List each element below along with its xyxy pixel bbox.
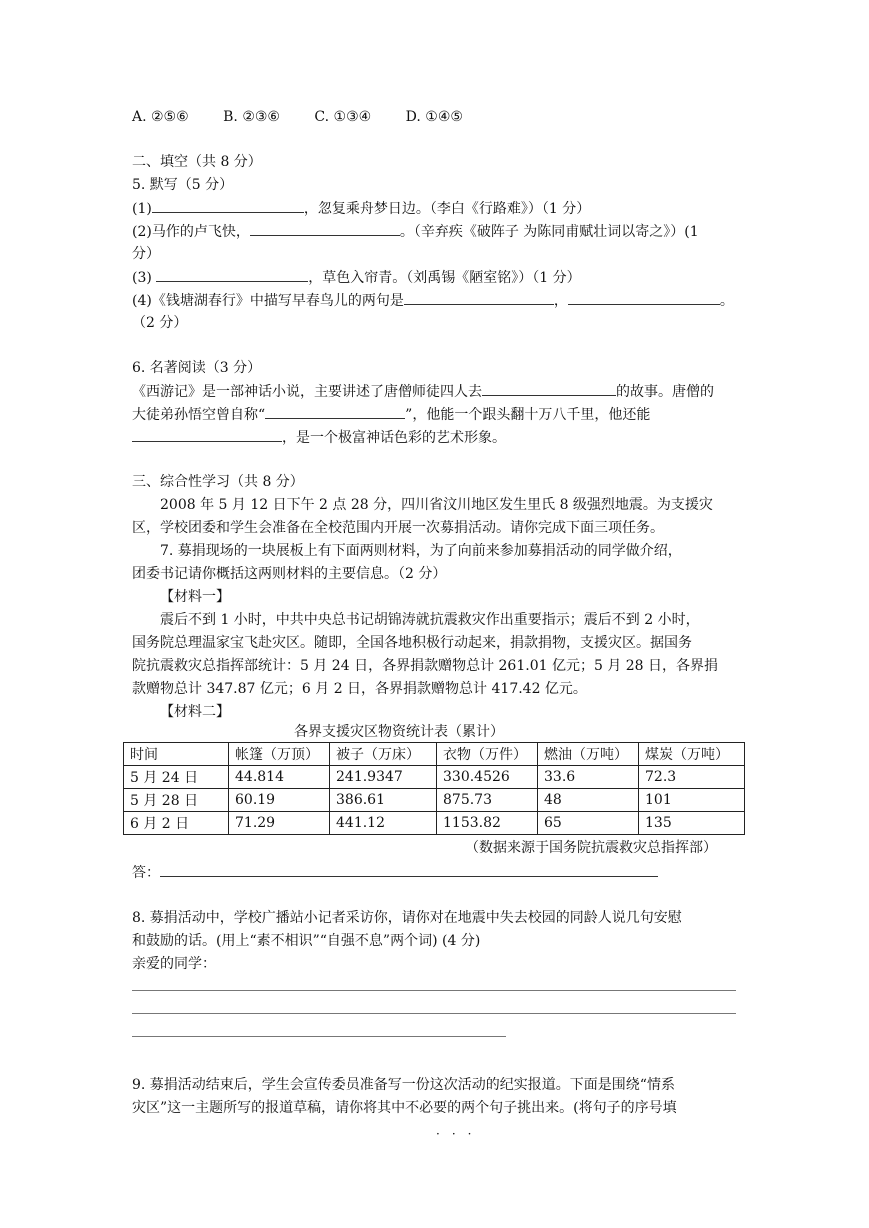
table-cell: 135 xyxy=(639,812,745,835)
blank[interactable] xyxy=(152,198,304,213)
option-c[interactable]: C. ①③④ xyxy=(314,109,372,125)
table-cell: 5 月 28 日 xyxy=(124,789,229,812)
q6-line-1 xyxy=(132,381,714,402)
table-cell: 71.29 xyxy=(229,812,330,835)
table-cell: 441.12 xyxy=(330,812,437,835)
table-cell: 72.3 xyxy=(639,766,745,789)
material-2-title: 【材料二】 xyxy=(160,704,230,720)
answer-label: 答： xyxy=(132,865,160,881)
material-1-title: 【材料一】 xyxy=(160,589,230,605)
q7-answer-line xyxy=(132,862,658,883)
q9-line-2: 灾区”这一主题所写的报道草稿，请你将其中不必要的两个句子挑出来。(将句子的序号填 xyxy=(132,1100,677,1116)
blank[interactable] xyxy=(132,427,282,442)
table-cell: 241.9347 xyxy=(330,766,437,789)
s3-para-1: 2008 年 5 月 12 日下午 2 点 28 分，四川省汶川地区发生里氏 8 级强烈地震。为支援灾 xyxy=(160,497,713,513)
table-cell: 875.73 xyxy=(437,789,538,812)
q6-2-text-b: ”，他能一个跟头翻十万八千里，他还能 xyxy=(405,407,651,423)
table-title: 各界支援灾区物资统计表（累计） xyxy=(294,724,504,740)
table-row xyxy=(124,789,745,812)
table-cell: 386.61 xyxy=(330,789,437,812)
q8-salutation: 亲爱的同学： xyxy=(132,956,216,972)
q5-line-2 xyxy=(132,221,699,242)
table-cell: 33.6 xyxy=(538,766,639,789)
q5-line-4 xyxy=(132,290,734,311)
table-cell: 65 xyxy=(538,812,639,835)
q6-line-2 xyxy=(132,404,650,425)
q7-line-1: 7. 募捐现场的一块展板上有下面两则材料，为了向前来参加募捐活动的同学做介绍， xyxy=(160,543,682,559)
table-row xyxy=(124,812,745,835)
q5-4-period: 。 xyxy=(719,293,734,309)
header-cell: 燃油（万吨） xyxy=(538,743,639,766)
q6-1-text: 《西游记》是一部神话小说，主要讲述了唐僧师徒四人去 xyxy=(132,384,482,400)
data-source-note: （数据来源于国务院抗震救灾总指挥部） xyxy=(465,840,717,856)
material-1-line-1: 震后不到 1 小时，中共中央总书记胡锦涛就抗震救灾作出重要指示；震后不到 2 小时， xyxy=(160,612,700,628)
section-3-title: 三、综合性学习（共 8 分） xyxy=(132,474,304,490)
blank[interactable] xyxy=(156,267,308,282)
header-cell: 衣物（万件） xyxy=(437,743,538,766)
q5-line-4b: （2 分） xyxy=(132,315,188,331)
table-cell: 5 月 24 日 xyxy=(124,766,229,789)
s3-para-2: 区，学校团委和学生会准备在全校范围内开展一次募捐活动。请你完成下面三项任务。 xyxy=(132,520,664,536)
q5-4-label: (4)《钱塘湖春行》中描写早春鸟儿的两句是 xyxy=(132,293,404,309)
table-cell: 44.814 xyxy=(229,766,330,789)
answer-options xyxy=(132,107,493,127)
table-cell: 330.4526 xyxy=(437,766,538,789)
q6-2-text: 大徒弟孙悟空曾自称“ xyxy=(132,407,266,423)
q5-line-3 xyxy=(132,267,581,288)
writing-line[interactable] xyxy=(132,1036,506,1037)
blank[interactable] xyxy=(265,404,405,419)
q5-2-label: (2)马作的卢飞快， xyxy=(132,224,250,240)
writing-line[interactable] xyxy=(132,990,736,991)
header-cell: 帐篷（万顶） xyxy=(229,743,330,766)
blank[interactable] xyxy=(482,381,616,396)
answer-blank[interactable] xyxy=(160,862,658,877)
table-cell: 1153.82 xyxy=(437,812,538,835)
table-cell: 60.19 xyxy=(229,789,330,812)
header-cell: 时间 xyxy=(124,743,229,766)
section-2-title: 二、填空（共 8 分） xyxy=(132,154,262,170)
q8-line-1: 8. 募捐活动中，学校广播站小记者采访你，请你对在地震中失去校园的同龄人说几句安慰 xyxy=(132,910,682,926)
writing-line[interactable] xyxy=(132,1013,736,1014)
material-1-line-3: 院抗震救灾总指挥部统计：5 月 24 日，各界捐款赠物总计 261.01 亿元；5 月 28 日，各界捐 xyxy=(132,658,719,674)
q5-line-2b: 分） xyxy=(132,246,160,262)
q5-2-text: 。（辛弃疾《破阵子 为陈同甫赋壮词以寄之》）(1 xyxy=(399,224,699,240)
q5-line-1 xyxy=(132,198,590,219)
material-1-line-4: 款赠物总计 347.87 亿元；6 月 2 日，各界捐款赠物总计 417.42 亿元。 xyxy=(132,681,587,697)
option-d[interactable]: D. ①④⑤ xyxy=(405,109,463,125)
blank[interactable] xyxy=(568,290,720,305)
q6-title: 6. 名著阅读（3 分） xyxy=(132,360,262,376)
q5-3-text: ，草色入帘青。（刘禹锡《陋室铭》）（1 分） xyxy=(308,270,581,286)
q9-line-1: 9. 募捐活动结束后，学生会宣传委员准备写一份这次活动的纪实报道。下面是围绕“情系 xyxy=(132,1077,675,1093)
emphasis-dots: ··· xyxy=(436,1127,484,1141)
blank[interactable] xyxy=(404,290,554,305)
q6-1-text-b: 的故事。唐僧的 xyxy=(616,384,714,400)
q5-1-label: (1) xyxy=(132,201,152,217)
header-cell: 被子（万床） xyxy=(330,743,437,766)
q5-title: 5. 默写（5 分） xyxy=(132,177,234,193)
table-cell: 6 月 2 日 xyxy=(124,812,229,835)
q5-1-text: ，忽复乘舟梦日边。（李白《行路难》）（1 分） xyxy=(303,201,591,217)
option-a[interactable]: A. ②⑤⑥ xyxy=(132,109,189,125)
q7-line-2: 团委书记请你概括这两则材料的主要信息。（2 分） xyxy=(132,566,447,582)
table-cell: 48 xyxy=(538,789,639,812)
q5-3-label: (3) xyxy=(132,270,152,286)
q5-4-comma: ， xyxy=(553,293,568,309)
table-cell: 101 xyxy=(639,789,745,812)
q8-line-2: 和鼓励的话。(用上“素不相识”“自强不息”两个词) (4 分) xyxy=(132,933,481,949)
q6-line-3 xyxy=(132,427,506,448)
q6-3-text: ，是一个极富神话色彩的艺术形象。 xyxy=(282,430,506,446)
option-b[interactable]: B. ②③⑥ xyxy=(223,109,280,125)
relief-supplies-table xyxy=(123,742,745,835)
table-row xyxy=(124,766,745,789)
material-1-line-2: 国务院总理温家宝飞赴灾区。随即，全国各地积极行动起来，捐款捐物，支援灾区。据国务 xyxy=(132,635,692,651)
header-cell: 煤炭（万吨） xyxy=(639,743,745,766)
table-header-row xyxy=(124,743,745,766)
blank[interactable] xyxy=(250,221,400,236)
